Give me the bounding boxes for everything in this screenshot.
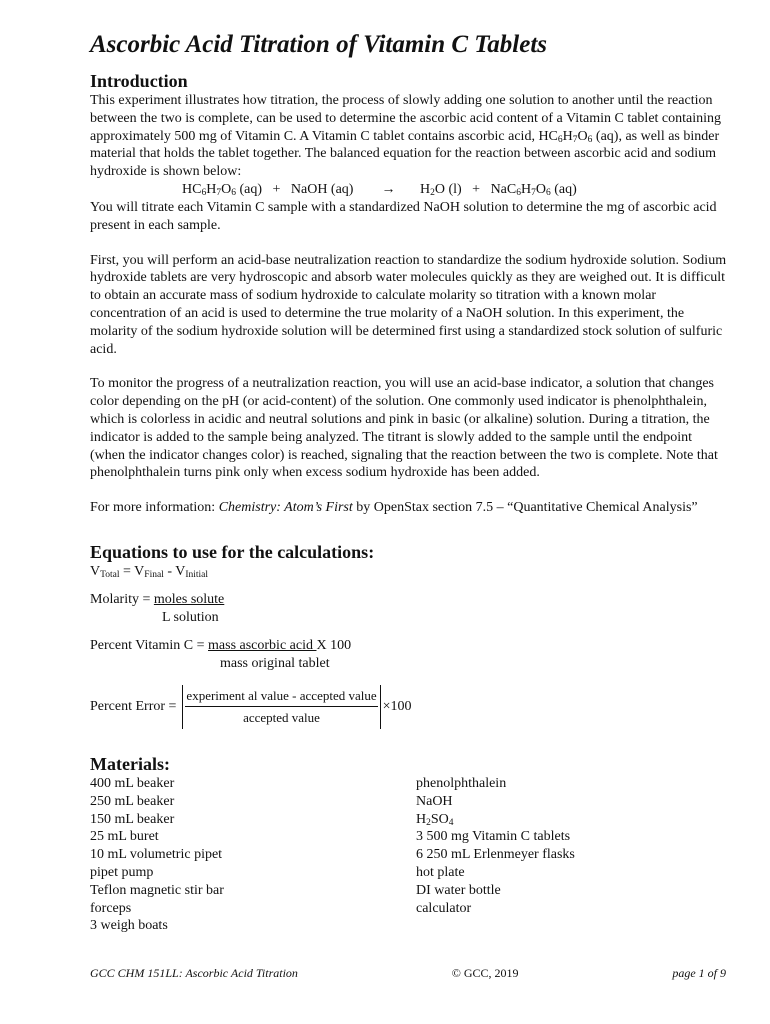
page-footer	[90, 966, 726, 981]
percent-error-formula: Percent Error = $\frac{\text{experiment al value - accepted value}}{\text{accepted value}}$ ×100	[90, 681, 730, 733]
percent-vitamin-c-formula: Percent Vitamin C = mass ascorbic acid X 100 mass original tablet	[90, 637, 352, 671]
list-item: 250 mL beaker	[90, 793, 175, 809]
list-item: 6 250 mL Erlenmeyer flasks	[416, 847, 575, 863]
introduction-heading: Introduction	[90, 71, 188, 91]
list-item: $H_2SO_4$	[416, 811, 454, 828]
materials-right-column	[416, 775, 716, 935]
materials-heading: Materials:	[90, 753, 170, 774]
list-item: 10 mL volumetric pipet	[90, 847, 223, 863]
list-item: DI water bottle	[416, 882, 501, 898]
list-item: 150 mL beaker	[90, 811, 175, 827]
list-item: forceps	[90, 900, 132, 916]
intro-paragraph-1: This experiment illustrates how titration, the process of slowly adding one solution to another until the reaction between the two is complete, can be used to determine the ascorbic acid content of a Vitamin C tablet containing approximately 500 mg of Vitamin C. A Vitamin C tablet contains ascorbic acid, $HC_6H_7O_6$ (aq), as well as binder material that holds the tablet together. The balanced equation for the reaction between ascorbic acid and sodium hydroxide is shown below:	[90, 93, 722, 180]
list-item: calculator	[416, 900, 472, 916]
list-item: 3 500 mg Vitamin C tablets	[416, 829, 571, 845]
more-information: For more information: Chemistry: Atom’s First by OpenStax section 7.5 – “Quantitative Chemical Analysis”	[90, 500, 698, 516]
list-item: 3 weigh boats	[90, 918, 168, 934]
materials-left-column	[90, 775, 416, 935]
document-title: Ascorbic Acid Titration of Vitamin C Tablets	[90, 31, 547, 58]
document-page	[90, 30, 730, 935]
footer-copyright: © GCC, 2019	[451, 966, 519, 980]
balanced-equation: $HC_6H_7O_6$ (aq) + NaOH (aq) → $H_2O$ $(l) + NaC_6H_7O_6$ (aq)	[182, 181, 577, 198]
footer-course: GCC CHM 151LL: Ascorbic Acid Titration	[90, 966, 298, 980]
list-item: Teflon magnetic stir bar	[90, 882, 224, 898]
percent-error-fraction: $\frac{\text{experiment al value - accepted value}}{\text{accepted value}}$	[182, 685, 380, 729]
list-item: hot plate	[416, 864, 465, 880]
list-item: NaOH	[416, 793, 453, 809]
list-item: pipet pump	[90, 864, 154, 880]
list-item: 400 mL beaker	[90, 775, 175, 791]
footer-page-number: page 1 of 9	[672, 966, 726, 980]
list-item: phenolphthalein	[416, 775, 507, 791]
intro-paragraph-2: First, you will perform an acid-base neutralization reaction to standardize the sodium hydroxide solution. Sodium hydroxide tablets are very hydroscopic and absorb water molecules quickly as they are weighed out. It is difficult to obtain an accurate mass of sodium hydroxide to calculate molarity so titration with a known molar concentration of an acid is used to determine the true molarity of a NaOH solution. In this experiment, the molarity of the sodium hydroxide solution will be determined first using a standardized stock solution of sulfuric acid.	[90, 252, 727, 357]
equations-heading: Equations to use for the calculations:	[90, 541, 375, 562]
intro-paragraph-3: To monitor the progress of a neutralization reaction, you will use an acid-base indicator, a solution that changes color depending on the pH (or acid-content) of the solution. One commonly used indicator is phenolphthalein, which is colorless in acidic and neutral solutions and pink in basic (or alkaline) solution. During a titration, the indicator is added to the sample being analyzed. The titrant is slowly added to the sample until the endpoint (when the indicator changes color) is reached, signaling that the reaction between the two is complete. Note that phenolphthalein turns pink only when excess sodium hydroxide has been added.	[90, 376, 718, 481]
intro-paragraph-1-continued: You will titrate each Vitamin C sample with a standardized NaOH solution to determine the mg of ascorbic acid present in each sample.	[90, 199, 717, 233]
list-item: 25 mL buret	[90, 829, 159, 845]
vtotal-formula: $V_{Total} = V_{Final} - V_{Initial}$	[90, 563, 209, 580]
materials-list	[90, 775, 730, 935]
molarity-formula: Molarity = moles solute L solution	[90, 591, 225, 625]
